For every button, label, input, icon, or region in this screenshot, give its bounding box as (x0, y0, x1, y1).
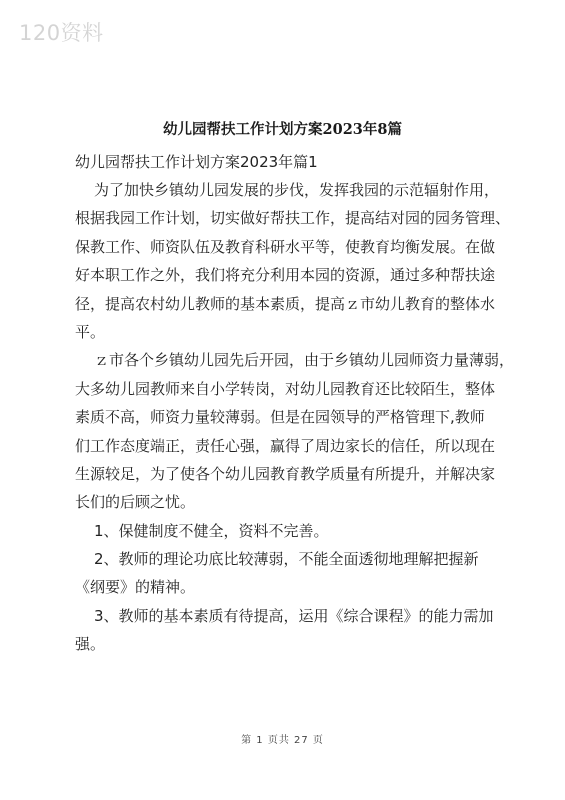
paragraph-line: 们工作态度端正，责任心强，赢得了周边家长的信任，所以现在 (75, 436, 496, 455)
paragraph-line: 为了加快乡镇幼儿园发展的步伐，发挥我园的示范辐射作用， (94, 181, 500, 199)
paragraph-line: 3、教师的基本素质有待提高，运用《综合课程》的能力需加 (94, 606, 494, 625)
page-number-footer: 第 1 页共 27 页 (241, 735, 324, 746)
paragraph-line: 长们的后顾之忧。 (75, 493, 196, 512)
list-item-1 (75, 517, 517, 545)
paragraph-line: 生源较足，为了使各个幼儿园教育教学质量有所提升，并解决家 (75, 464, 496, 483)
paragraph-line: 《纲要》的精神。 (75, 578, 196, 597)
paragraph-line: 素质不高，师资力量较薄弱。但是在园领导的严格管理下,教师 (75, 408, 485, 427)
list-item-3 (75, 602, 517, 659)
section-heading: 幼儿园帮扶工作计划方案2023年篇1 (75, 153, 318, 171)
paragraph-line: 强。 (75, 635, 106, 654)
paragraph-line: 径，提高农村幼儿教师的基本素质，提高ｚ市幼儿教育的整体水 (75, 294, 496, 313)
paragraph-line: 保教工作、师资队伍及教育科研水平等，使教育均衡发展。在做 (75, 237, 496, 256)
paragraph-line: 平。 (75, 322, 106, 341)
paragraph-line: 好本职工作之外，我们将充分利用本园的资源，通过多种帮扶途 (75, 266, 496, 285)
paragraph-line: 大多幼儿园教师来自小学转岗，对幼儿园教育还比较陌生，整体 (75, 379, 496, 398)
paragraph-line: 根据我园工作计划，切实做好帮扶工作，提高结对园的园务管理、 (75, 209, 511, 228)
document-body (75, 148, 517, 659)
paragraph-line: ｚ市各个乡镇幼儿园先后开园，由于乡镇幼儿园师资力量薄弱， (94, 351, 515, 370)
watermark-text: 120资料 (19, 21, 104, 45)
paragraph-1 (75, 176, 517, 346)
paragraph-line: 1、保健制度不健全，资料不完善。 (94, 521, 329, 540)
paragraph-2 (75, 346, 517, 516)
list-item-2 (75, 545, 517, 602)
document-title: 幼儿园帮扶工作计划方案2023年8篇 (163, 121, 402, 138)
paragraph-line: 2、教师的理论功底比较薄弱，不能全面透彻地理解把握新 (94, 550, 479, 569)
